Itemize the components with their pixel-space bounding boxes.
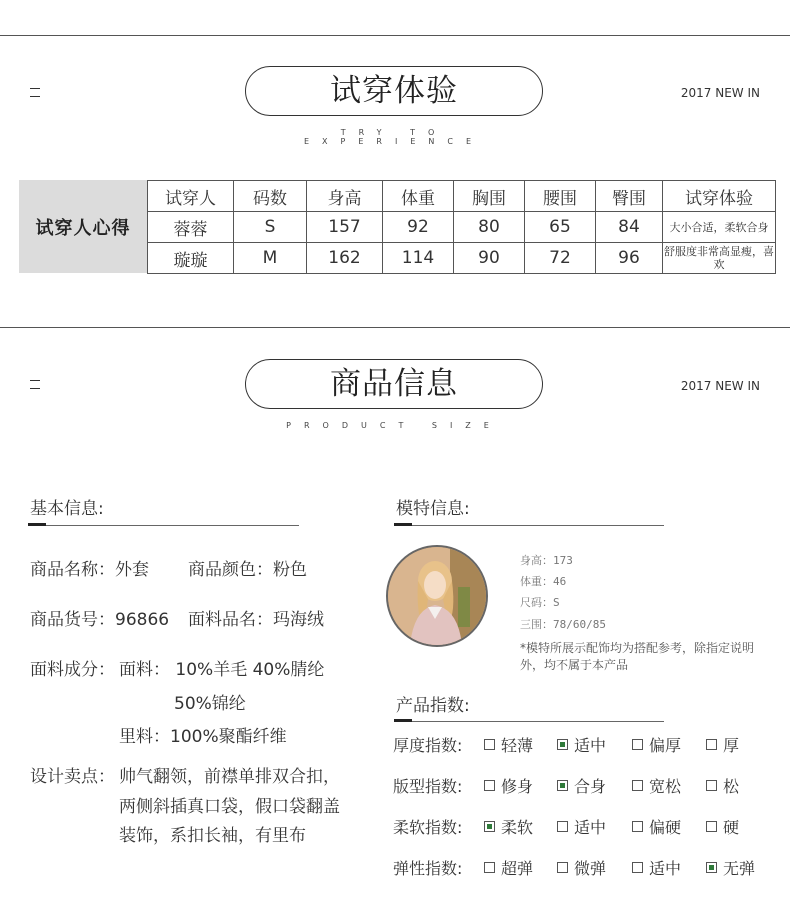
index-label: 弹性指数:	[393, 859, 463, 878]
table-header: 试穿人	[148, 181, 234, 212]
section-title-product: 商品信息	[245, 359, 543, 409]
lining: 里料：100%聚酯纤维	[119, 727, 287, 747]
model-photo	[388, 547, 486, 645]
index-option	[706, 733, 739, 756]
checked-box-icon	[706, 862, 717, 873]
table-cell: M	[234, 243, 307, 274]
index-option-label: 适中	[649, 859, 682, 878]
table-cell: 96	[596, 243, 663, 274]
index-option-label: 适中	[574, 736, 607, 755]
model-measurements: 三围：78/60/85	[520, 618, 606, 631]
index-option	[632, 815, 681, 838]
design-line-2: 两侧斜插真口袋，假口袋翻盖	[119, 797, 340, 817]
table-cell: 114	[383, 243, 454, 274]
model-avatar	[386, 545, 488, 647]
table-cell: 92	[383, 212, 454, 243]
table-cell: S	[234, 212, 307, 243]
basic-info-underline	[28, 525, 299, 526]
table-cell: 大小合适，柔软合身	[663, 212, 776, 243]
table-header: 码数	[234, 181, 307, 212]
product-index-underline	[394, 721, 664, 722]
table-header: 胸围	[454, 181, 525, 212]
design-label: 设计卖点：	[30, 767, 115, 787]
index-option	[484, 733, 533, 756]
checked-box-icon	[484, 821, 495, 832]
menu-icon	[30, 88, 40, 104]
model-info-heading: 模特信息:	[396, 499, 470, 519]
table-cell: 舒服度非常高显瘦，喜欢	[663, 243, 776, 274]
index-label: 厚度指数:	[393, 736, 463, 755]
table-header: 臀围	[596, 181, 663, 212]
table-cell: 162	[307, 243, 383, 274]
index-option-label: 硬	[723, 818, 740, 837]
table-header: 试穿体验	[663, 181, 776, 212]
unchecked-box-icon	[484, 780, 495, 791]
unchecked-box-icon	[632, 821, 643, 832]
model-note: *模特所展示配饰均为搭配参考，除指定说明外，均不属于本产品	[520, 641, 755, 672]
index-option-label: 松	[723, 777, 740, 796]
new-in-tag: 2017 NEW IN	[680, 86, 760, 100]
try-on-table	[147, 180, 776, 274]
unchecked-box-icon	[632, 862, 643, 873]
try-on-label: 试穿人心得	[19, 180, 147, 273]
model-info-accent	[394, 523, 412, 526]
index-option-label: 偏厚	[649, 736, 682, 755]
table-cell: 157	[307, 212, 383, 243]
table-row	[148, 212, 776, 243]
index-option	[557, 815, 606, 838]
product-index-heading: 产品指数:	[396, 696, 470, 716]
table-header: 体重	[383, 181, 454, 212]
checked-box-icon	[557, 739, 568, 750]
unchecked-box-icon	[706, 780, 717, 791]
product-sku: 商品货号：96866	[30, 610, 170, 630]
basic-info-heading: 基本信息:	[30, 499, 104, 519]
table-header: 身高	[307, 181, 383, 212]
index-label: 柔软指数:	[393, 818, 463, 837]
index-option	[706, 815, 739, 838]
table-cell: 80	[454, 212, 525, 243]
model-weight: 体重：46	[520, 575, 567, 588]
unchecked-box-icon	[557, 821, 568, 832]
unchecked-box-icon	[484, 862, 495, 873]
basic-info-accent	[28, 523, 46, 526]
table-cell: 84	[596, 212, 663, 243]
table-cell: 蓉蓉	[148, 212, 234, 243]
index-option	[632, 733, 681, 756]
index-option-label: 宽松	[649, 777, 682, 796]
unchecked-box-icon	[632, 780, 643, 791]
index-option-label: 修身	[501, 777, 534, 796]
index-option-label: 超弹	[501, 859, 534, 878]
section-title-try: 试穿体验	[245, 66, 543, 116]
table-header: 腰围	[525, 181, 596, 212]
index-label: 版型指数:	[393, 777, 463, 796]
menu-icon	[30, 380, 40, 396]
index-option-label: 轻薄	[501, 736, 534, 755]
product-color: 商品颜色：粉色	[188, 560, 307, 580]
fabric-name: 面料品名：玛海绒	[188, 610, 324, 630]
index-option	[484, 774, 533, 797]
table-cell: 璇璇	[148, 243, 234, 274]
index-option-label: 柔软	[501, 818, 534, 837]
middle-divider	[0, 327, 790, 328]
index-option	[484, 815, 533, 838]
design-line-1: 帅气翻领，前襟单排双合扣，	[119, 767, 340, 787]
section-subtitle-product: PRODUCT SIZE	[286, 421, 502, 430]
product-index-accent	[394, 719, 412, 722]
index-option	[632, 856, 681, 879]
model-height: 身高：173	[520, 554, 573, 567]
unchecked-box-icon	[706, 821, 717, 832]
top-divider	[0, 35, 790, 36]
index-option	[632, 774, 681, 797]
unchecked-box-icon	[484, 739, 495, 750]
index-option	[557, 856, 606, 879]
unchecked-box-icon	[706, 739, 717, 750]
index-option-label: 无弹	[723, 859, 756, 878]
table-row	[148, 243, 776, 274]
new-in-tag: 2017 NEW IN	[680, 379, 760, 393]
unchecked-box-icon	[632, 739, 643, 750]
index-option	[557, 733, 606, 756]
model-size: 尺码：S	[520, 596, 560, 609]
section-subtitle-try: TRY TO EXPERIENCE	[303, 128, 484, 146]
index-option	[706, 774, 739, 797]
product-name: 商品名称：外套	[30, 560, 149, 580]
table-cell: 90	[454, 243, 525, 274]
index-option	[706, 856, 755, 879]
index-option-label: 适中	[574, 818, 607, 837]
composition-line-1: 面料： 10%羊毛 40%腈纶	[119, 660, 325, 680]
index-option-label: 微弹	[574, 859, 607, 878]
index-option-label: 厚	[723, 736, 740, 755]
table-header-row	[148, 181, 776, 212]
model-info-underline	[394, 525, 664, 526]
index-option	[557, 774, 606, 797]
table-cell: 72	[525, 243, 596, 274]
unchecked-box-icon	[557, 862, 568, 873]
index-option-label: 偏硬	[649, 818, 682, 837]
design-line-3: 装饰，系扣长袖，有里布	[119, 826, 306, 846]
table-cell: 65	[525, 212, 596, 243]
index-option-label: 合身	[574, 777, 607, 796]
composition-label: 面料成分：	[30, 660, 115, 680]
index-option	[484, 856, 533, 879]
checked-box-icon	[557, 780, 568, 791]
composition-line-2: 50%锦纶	[174, 694, 246, 714]
